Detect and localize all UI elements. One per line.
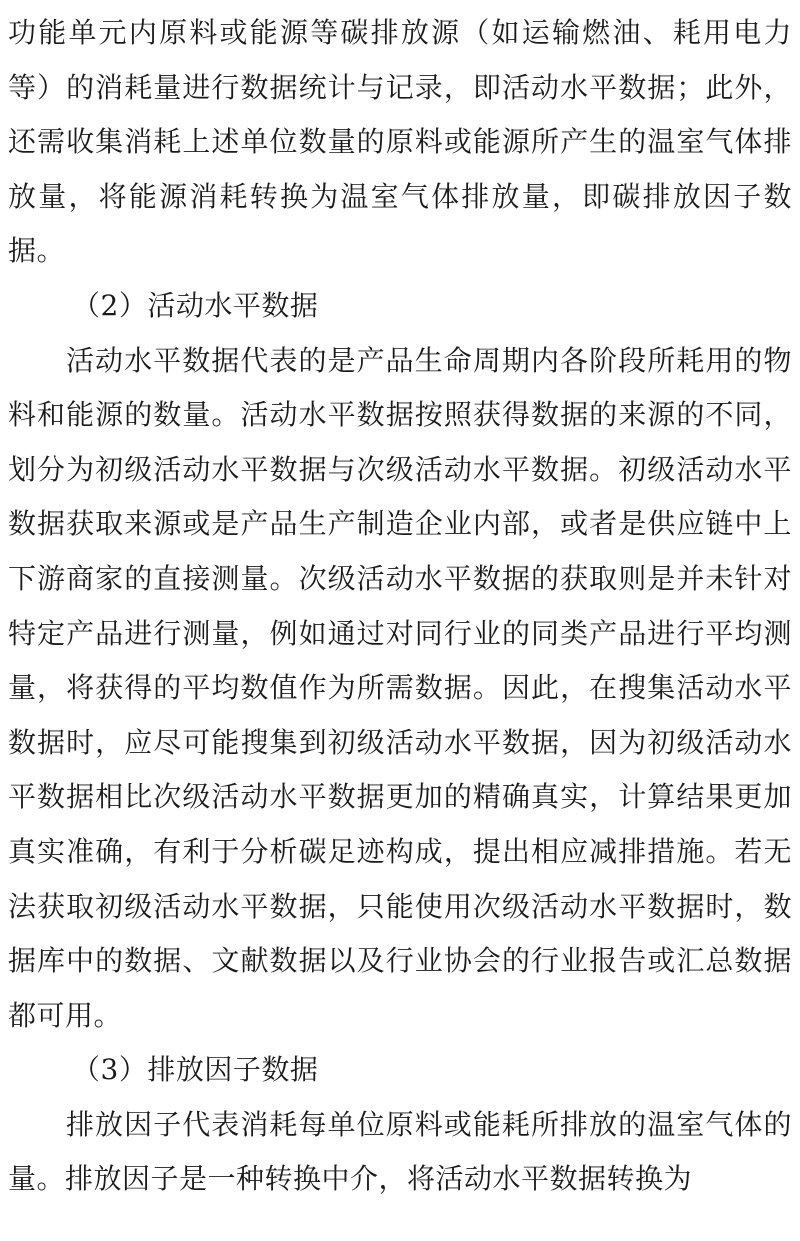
section-heading-activity-data: （2）活动水平数据 (72, 288, 319, 322)
body-paragraph-1: 功能单元内原料或能源等碳排放源（如运输燃油、耗用电力等）的消耗量进行数据统计与记录，即活动水平数据；此外，还需收集消耗上述单位数量的原料或能源所产生的温室气体排放量，将能源消耗转换为温室气体排放量，即碳排放因子数据。 (8, 16, 792, 268)
body-paragraph-3: 排放因子代表消耗每单位原料或能耗所排放的温室气体的量。排放因子是一种转换中介，将活动水平数据转换为 (8, 1107, 792, 1196)
body-paragraph-2: 活动水平数据代表的是产品生命周期内各阶段所耗用的物料和能源的数量。活动水平数据按照获得数据的来源的不同，划分为初级活动水平数据与次级活动水平数据。初级活动水平数据获取来源或是产品生产制造企业内部，或者是供应链中上下游商家的直接测量。次级活动水平数据的获取则是并未针对特定产品进行测量，例如通过对同行业的同类产品进行平均测量，将获得的平均数值作为所需数据。因此，在搜集活动水平数据时，应尽可能搜集到初级活动水平数据，因为初级活动水平数据相比次级活动水平数据更加的精确真实，计算结果更加真实准确，有利于分析碳足迹构成，提出相应减排措施。若无法获取初级活动水平数据，只能使用次级活动水平数据时，数据库中的数据、文献数据以及行业协会的行业报告或汇总数据都可用。 (8, 343, 792, 1032)
section-heading-emission-factor: （3）排放因子数据 (72, 1053, 319, 1087)
